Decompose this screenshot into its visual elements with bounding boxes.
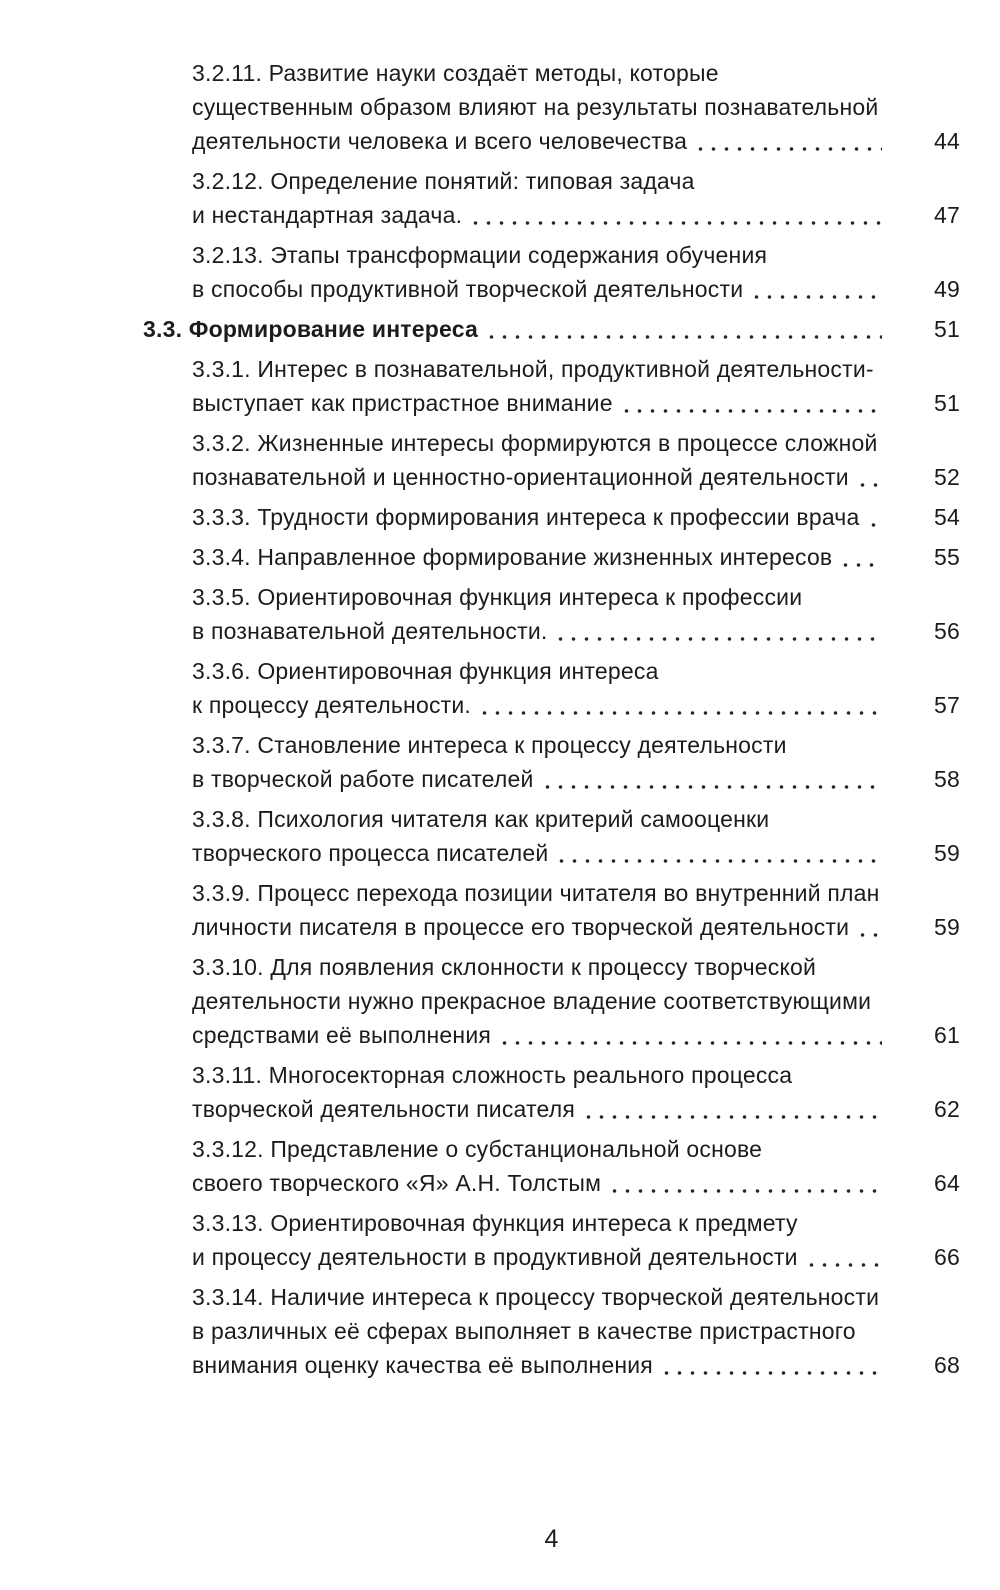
- toc-entry-text: 3.2.12. Определение понятий: типовая задача: [192, 168, 695, 194]
- dot-leader: [541, 785, 882, 789]
- toc-page-ref: 64: [934, 1170, 960, 1196]
- toc-page-ref: 49: [934, 276, 960, 302]
- toc-entry-text: в различных её сферах выполняет в качестве пристрастного: [192, 1318, 856, 1344]
- toc-entry: [143, 540, 960, 574]
- toc-entry-text: выступает как пристрастное внимание: [192, 390, 613, 416]
- toc-page-ref: 62: [934, 1096, 960, 1122]
- toc-entry: [143, 580, 960, 648]
- dot-leader: [498, 1041, 882, 1045]
- dot-leader: [485, 335, 882, 339]
- toc-page-ref: 54: [934, 504, 960, 530]
- dot-leader: [839, 563, 882, 567]
- toc-entry-text: творческого процесса писателей: [192, 840, 549, 866]
- table-of-contents: [143, 56, 960, 1388]
- toc-section-entry: [143, 312, 960, 346]
- toc-page-ref: 51: [934, 316, 960, 342]
- toc-entry-text: средствами её выполнения: [192, 1022, 492, 1048]
- toc-entry: [143, 1058, 960, 1126]
- toc-entry: [143, 876, 960, 944]
- dot-leader: [582, 1115, 882, 1119]
- toc-page-ref: 66: [934, 1244, 960, 1270]
- dot-leader: [750, 295, 882, 299]
- toc-page-ref: 58: [934, 766, 960, 792]
- toc-entry-text: своего творческого «Я» А.Н. Толстым: [192, 1170, 602, 1196]
- toc-entry-text: деятельности нужно прекрасное владение соответствующими: [192, 988, 872, 1014]
- toc-page-ref: 52: [934, 464, 960, 490]
- toc-entry: [143, 728, 960, 796]
- toc-entry: [143, 238, 960, 306]
- toc-page-ref: 47: [934, 202, 960, 228]
- toc-entry: [143, 1132, 960, 1200]
- toc-entry-text: личности писателя в процессе его творческой деятельности: [192, 914, 850, 940]
- dot-leader: [660, 1371, 882, 1375]
- toc-entry: [143, 950, 960, 1052]
- dot-leader: [608, 1189, 882, 1193]
- toc-entry-text: 3.3.6. Ориентировочная функция интереса: [192, 658, 659, 684]
- toc-page-ref: 44: [934, 128, 960, 154]
- toc-entry-text: в творческой работе писателей: [192, 766, 534, 792]
- toc-entry-text: 3.3.8. Психология читателя как критерий самооценки: [192, 806, 770, 832]
- dot-leader: [478, 711, 882, 715]
- dot-leader: [555, 859, 882, 863]
- toc-entry-text: 3.2.11. Развитие науки создаёт методы, которые: [192, 60, 719, 86]
- toc-entry-text: 3.3.2. Жизненные интересы формируются в процессе сложной: [192, 430, 878, 456]
- toc-entry-text: 3.3.1. Интерес в познавательной, продуктивной деятельности-: [192, 356, 874, 382]
- toc-entry: [143, 802, 960, 870]
- toc-page-ref: 51: [934, 390, 960, 416]
- folio-page-number: 4: [544, 1525, 559, 1553]
- toc-entry-text: 3.3.13. Ориентировочная функция интереса к предмету: [192, 1210, 798, 1236]
- dot-leader: [856, 483, 882, 487]
- toc-entry-text: внимания оценку качества её выполнения: [192, 1352, 653, 1378]
- toc-entry: [143, 500, 960, 534]
- toc-page-ref: 59: [934, 840, 960, 866]
- toc-entry-text: 3.3.9. Процесс перехода позиции читателя во внутренний план: [192, 880, 880, 906]
- toc-entry: [143, 1280, 960, 1382]
- toc-entry-text: деятельности человека и всего человечества: [192, 128, 688, 154]
- toc-entry-text: и процессу деятельности в продуктивной деятельности: [192, 1244, 798, 1270]
- toc-entry-text: 3.2.13. Этапы трансформации содержания обучения: [192, 242, 768, 268]
- dot-leader: [805, 1263, 882, 1267]
- toc-entry: [143, 426, 960, 494]
- toc-entry-text: 3.3.4. Направленное формирование жизненных интересов: [192, 544, 833, 570]
- toc-entry-text: 3.3. Формирование интереса: [143, 316, 478, 342]
- toc-entry-text: познавательной и ценностно-ориентационной деятельности: [192, 464, 849, 490]
- dot-leader: [694, 147, 882, 151]
- toc-entry: [143, 352, 960, 420]
- toc-entry: [143, 1206, 960, 1274]
- toc-entry-text: 3.3.10. Для появления склонности к процессу творческой: [192, 954, 817, 980]
- toc-page-ref: 61: [934, 1022, 960, 1048]
- toc-entry-text: и нестандартная задача.: [192, 202, 463, 228]
- toc-entry-text: 3.3.12. Представление о субстанциональной основе: [192, 1136, 763, 1162]
- toc-entry-text: творческой деятельности писателя: [192, 1096, 576, 1122]
- dot-leader: [469, 221, 882, 225]
- dot-leader: [867, 523, 883, 527]
- page-footer: [143, 1522, 960, 1556]
- dot-leader: [620, 409, 882, 413]
- toc-page-ref: 57: [934, 692, 960, 718]
- toc-entry-text: 3.3.5. Ориентировочная функция интереса к профессии: [192, 584, 803, 610]
- toc-entry: [143, 56, 960, 158]
- dot-leader: [554, 637, 882, 641]
- toc-page-ref: 68: [934, 1352, 960, 1378]
- toc-entry-text: в способы продуктивной творческой деятельности: [192, 276, 744, 302]
- toc-entry-text: в познавательной деятельности.: [192, 618, 548, 644]
- toc-page-ref: 59: [934, 914, 960, 940]
- toc-entry: [143, 164, 960, 232]
- toc-entry: [143, 654, 960, 722]
- toc-entry-text: существенным образом влияют на результаты познавательной: [192, 94, 879, 120]
- toc-entry-text: 3.3.3. Трудности формирования интереса к профессии врача: [192, 504, 860, 530]
- toc-entry-text: 3.3.14. Наличие интереса к процессу творческой деятельности: [192, 1284, 880, 1310]
- toc-page-ref: 56: [934, 618, 960, 644]
- toc-entry-text: 3.3.11. Многосекторная сложность реального процесса: [192, 1062, 793, 1088]
- dot-leader: [856, 933, 882, 937]
- toc-entry-text: 3.3.7. Становление интереса к процессу деятельности: [192, 732, 787, 758]
- toc-entry-text: к процессу деятельности.: [192, 692, 472, 718]
- toc-page-ref: 55: [934, 544, 960, 570]
